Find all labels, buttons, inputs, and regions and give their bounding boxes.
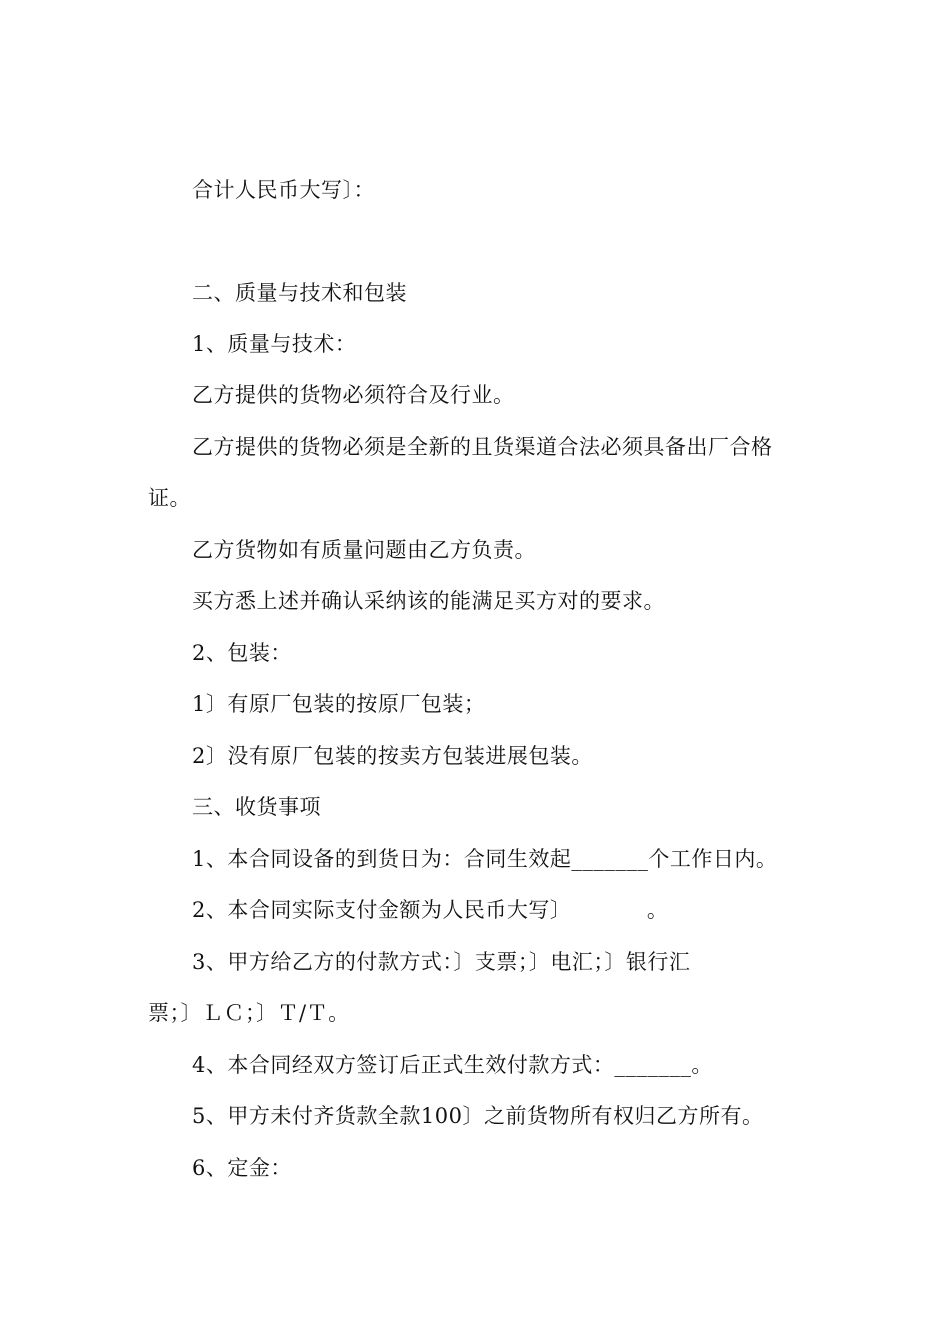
clause-3-3-line1: 3、甲方给乙方的付款方式：〕支票；〕电汇；〕银行汇 [192,950,691,974]
total-amount-line: 合计人民币大写〕： [192,178,375,202]
paragraph-buyer-acceptance: 买方悉上述并确认采纳该的能满足买方对的要求。 [192,589,665,613]
clause-3-1: 1、本合同设备的到货日为：合同生效起_______个工作日内。 [192,847,778,871]
clause-3-4: 4、本合同经双方签订后正式生效付款方式：_______。 [192,1053,713,1077]
packaging-item-1: 1〕有原厂包装的按原厂包装； [192,692,486,716]
paragraph-goods-new-line1: 乙方提供的货物必须是全新的且货渠道合法必须具备出厂合格 [192,435,773,459]
section-3-heading: 三、收货事项 [192,795,321,819]
clause-3-2: 2、本合同实际支付金额为人民币大写〕 。 [192,898,669,922]
clause-3-6: 6、定金： [192,1156,292,1180]
packaging-item-2: 2〕没有原厂包装的按卖方包装进展包装。 [192,744,593,768]
paragraph-quality-responsibility: 乙方货物如有质量问题由乙方负责。 [192,538,536,562]
clause-3-5: 5、甲方未付齐货款全款100〕之前货物所有权归乙方所有。 [192,1104,764,1128]
section-2-heading: 二、质量与技术和包装 [192,281,407,305]
clause-3-3-line2: 票；〕ＬＣ；〕Ｔ/Ｔ。 [148,1001,350,1025]
paragraph-goods-standard: 乙方提供的货物必须符合及行业。 [192,383,515,407]
clause-2-2-heading: 2、包装： [192,641,292,665]
clause-2-1-heading: 1、质量与技术： [192,332,357,356]
paragraph-goods-new-line2: 证。 [148,486,191,510]
